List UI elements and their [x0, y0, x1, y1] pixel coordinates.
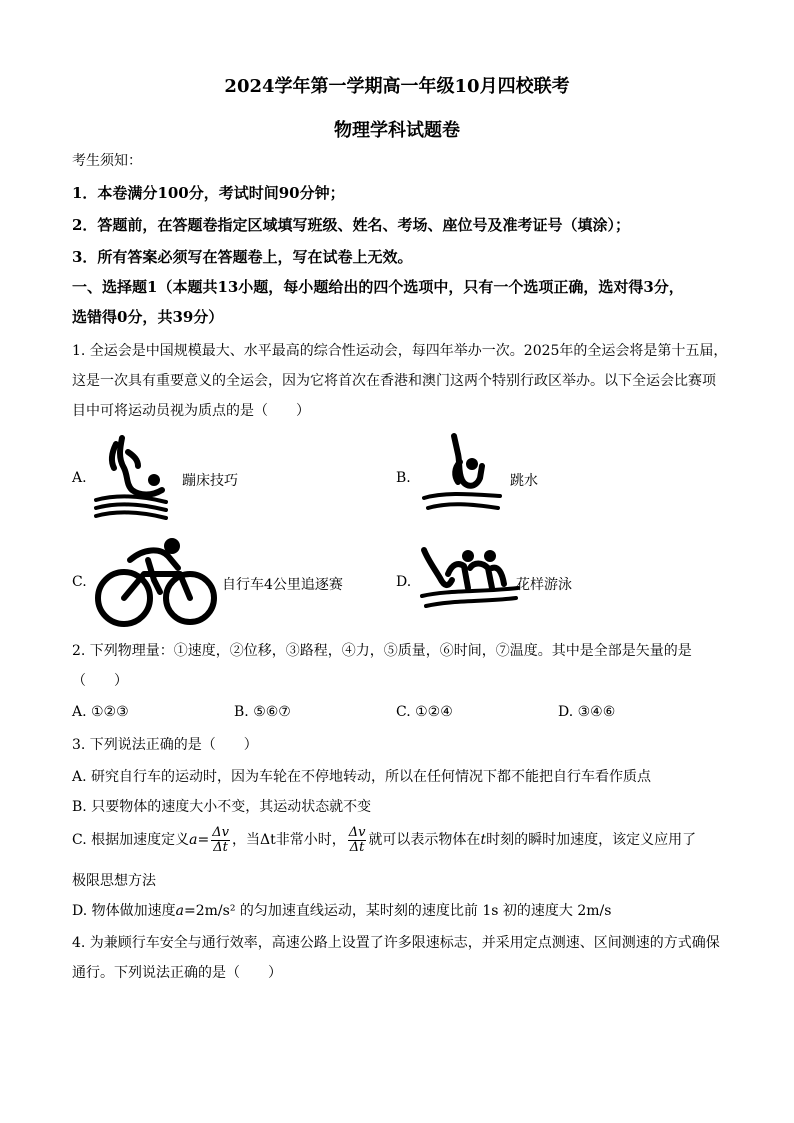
- q3-option-d-var-a: a: [175, 903, 184, 919]
- fraction-denominator: Δt: [349, 839, 365, 855]
- q1-option-b-label: 跳水: [510, 473, 538, 489]
- q3-option-d-text-2: =2m/s² 的匀加速直线运动，某时刻的速度比前 1s 初的速度大 2m/s: [184, 903, 612, 919]
- q3-option-c-cont: 极限思想方法: [72, 873, 156, 889]
- q1-option-d-label: 花样游泳: [516, 577, 572, 593]
- q2-option-b: B. ⑤⑥⑦: [234, 704, 291, 720]
- q3-option-b: B. 只要物体的速度大小不变，其运动状态就不变: [72, 799, 372, 815]
- q3-option-c-text-4: 时刻的瞬时加速度，该定义应用了: [486, 832, 697, 848]
- q1-stem-line-1: 1. 全运会是中国规模最大、水平最高的综合性运动会，每四年举办一次。2025年的全运会将是第十五届，: [72, 343, 728, 359]
- q2-option-c: C. ①②④: [396, 704, 453, 720]
- q3-option-d: [72, 900, 611, 920]
- q1-option-b-letter: B.: [396, 470, 411, 486]
- notice-item-1: 1．本卷满分100分，考试时间90分钟；: [72, 184, 345, 202]
- q1-option-c-label: 自行车4公里追逐赛: [222, 577, 343, 593]
- q4-stem-line-1: 4. 为兼顾行车安全与通行效率，高速公路上设置了许多限速标志，并采用定点测速、区间测速的方式确保: [72, 935, 720, 951]
- section-heading-cont: 选错得0分，共39分）: [72, 308, 224, 326]
- section-heading: 一、选择题1（本题共13小题，每小题给出的四个选项中，只有一个选项正确，选对得3分，: [72, 278, 684, 296]
- q1-stem-line-3: 目中可将运动员视为质点的是（ ）: [72, 403, 310, 419]
- fraction-denominator: Δt: [213, 839, 228, 855]
- q3-option-c-var-a: a: [189, 832, 198, 848]
- q3-option-d-text-1: D. 物体做加速度: [72, 903, 176, 919]
- notice-item-2: 2．答题前，在答题卷指定区域填写班级、姓名、考场、座位号及准考证号（填涂）；: [72, 216, 630, 234]
- acceleration-definition-fraction: [211, 826, 230, 855]
- q1-option-a-label: 蹦床技巧: [182, 473, 238, 489]
- q3-stem: 3. 下列说法正确的是（ ）: [72, 737, 258, 753]
- q2-option-d: D. ③④⑥: [558, 704, 616, 720]
- diving-icon: [420, 432, 504, 520]
- exam-title: 2024学年第一学期高一年级10月四校联考: [224, 76, 570, 97]
- q1-option-c-letter: C.: [72, 574, 87, 590]
- velocity-ratio-fraction: [348, 826, 367, 855]
- trampoline-icon: [92, 430, 172, 522]
- notice-item-3: 3．所有答案必须写在答题卷上，写在试卷上无效。: [72, 248, 413, 266]
- q3-option-c-text-3: 就可以表示物体在: [368, 832, 481, 848]
- q3-option-c-equals: =: [197, 832, 210, 848]
- q3-option-c-text-2: ，当Δt非常小时，: [231, 832, 346, 848]
- exam-subtitle: 物理学科试题卷: [334, 120, 460, 141]
- cycling-icon: [94, 534, 218, 628]
- q3-option-a: A. 研究自行车的运动时，因为车轮在不停地转动，所以在任何情况下都不能把自行车看作质点: [72, 769, 652, 785]
- q4-stem-line-2: 通行。下列说法正确的是（ ）: [72, 965, 282, 981]
- q1-stem-line-2: 这是一次具有重要意义的全运会，因为它将首次在香港和澳门这两个特别行政区举办。以下全运会比赛项: [72, 373, 716, 389]
- q2-stem-line-2: （ ）: [72, 673, 128, 689]
- q3-option-c: [72, 824, 696, 856]
- q1-option-d-letter: D.: [396, 574, 412, 590]
- q2-option-a: A. ①②③: [72, 704, 129, 720]
- synchronized-swimming-icon: [418, 544, 522, 616]
- q3-option-c-var-t: t: [480, 832, 487, 848]
- fraction-numerator: Δv: [212, 824, 229, 840]
- q2-stem-line-1: 2. 下列物理量：①速度，②位移，③路程，④力，⑤质量，⑥时间，⑦温度。其中是全部是矢量的是: [72, 643, 692, 659]
- notice-heading: 考生须知：: [72, 153, 142, 169]
- fraction-numerator: Δv: [348, 824, 366, 840]
- q1-option-a-letter: A.: [72, 470, 87, 486]
- q3-option-c-text-1: C. 根据加速度定义: [72, 832, 190, 848]
